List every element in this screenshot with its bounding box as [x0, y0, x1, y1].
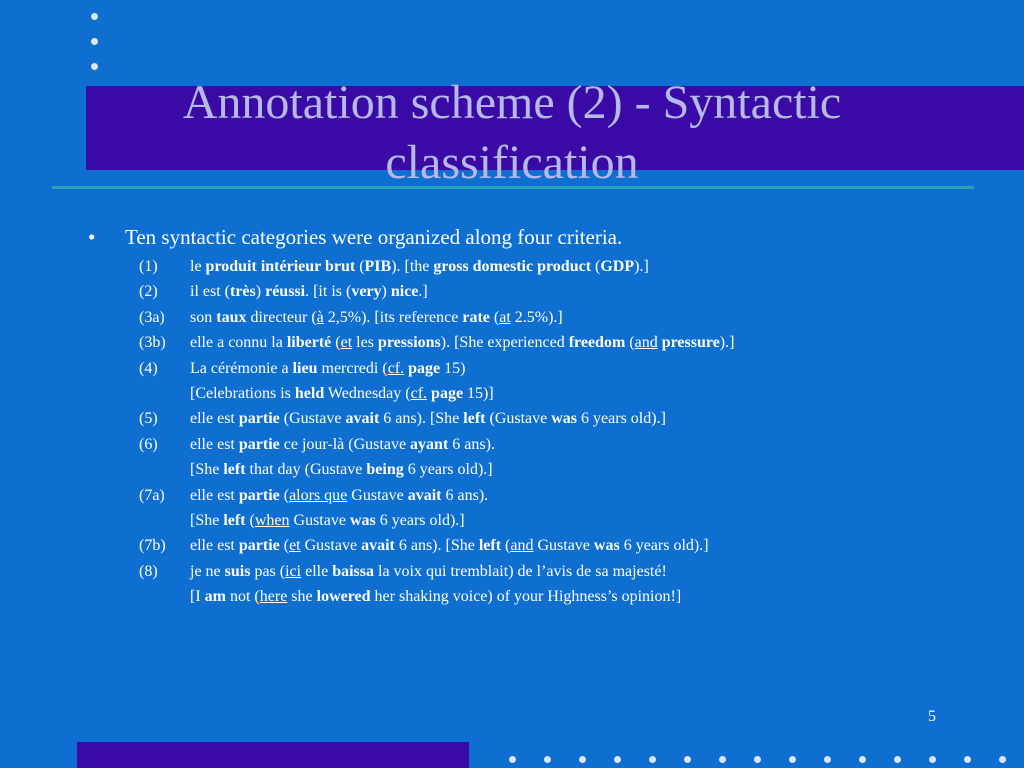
text-fragment: ( [279, 537, 290, 555]
text-fragment: 6 ans). [441, 486, 489, 504]
underlined-term: when [254, 511, 290, 529]
bold-term: being [366, 461, 404, 479]
example-row [139, 254, 734, 279]
bold-term: nice [390, 283, 419, 301]
bold-term: avait [361, 537, 395, 555]
text-fragment: ). [She experienced [440, 334, 569, 352]
bottom-band [77, 742, 469, 768]
bold-term: très [230, 283, 256, 301]
text-fragment: (Gustave [279, 410, 346, 428]
underlined-term: à [316, 308, 324, 326]
bold-term: was [551, 410, 578, 428]
text-fragment: Gustave [533, 537, 594, 555]
example-text [190, 457, 493, 482]
underlined-term: at [499, 308, 511, 326]
bold-term: am [204, 588, 226, 606]
decor-dot [614, 756, 621, 763]
decor-dot [579, 756, 586, 763]
bold-term: very [351, 283, 382, 301]
text-fragment: ( [591, 258, 601, 275]
example-text [190, 559, 667, 584]
bold-term: produit intérieur brut [205, 258, 356, 275]
decor-dot [894, 756, 901, 763]
bold-term: was [593, 537, 620, 555]
decor-dot [859, 756, 866, 763]
text-fragment: je ne [190, 562, 225, 580]
example-text [190, 381, 494, 406]
bold-term: pressions [377, 334, 441, 352]
example-row [139, 279, 734, 304]
bold-term: left [223, 461, 246, 479]
decor-dot [91, 13, 98, 20]
example-number: (7a) [139, 486, 165, 504]
text-fragment: [She [190, 511, 224, 529]
text-fragment: not ( [225, 588, 260, 606]
example-text [190, 533, 709, 558]
text-fragment: ( [355, 258, 365, 275]
decor-dot [789, 756, 796, 763]
underlined-term: and [510, 537, 534, 555]
bold-term: pressure [661, 334, 720, 352]
slide-title-line-1: Annotation scheme (2) - Syntactic [182, 76, 842, 129]
example-row [139, 559, 734, 584]
bold-term: réussi [265, 283, 306, 301]
decor-dot [929, 756, 936, 763]
text-fragment: ). [the [391, 258, 434, 275]
text-fragment: [She [190, 461, 224, 479]
text-fragment: ( [625, 334, 635, 352]
decor-dot [544, 756, 551, 763]
example-number: (4) [139, 359, 158, 377]
text-fragment: elle est [190, 537, 239, 555]
underlined-term: ici [285, 562, 302, 580]
text-fragment: pas ( [250, 562, 286, 580]
bold-term: suis [224, 562, 251, 580]
decor-dot [91, 63, 98, 70]
decor-dot [754, 756, 761, 763]
text-fragment: 6 years old).] [577, 410, 666, 428]
text-fragment: elle est [190, 435, 239, 453]
bold-term: left [223, 511, 246, 529]
example-text [190, 279, 428, 304]
example-number: (7b) [139, 537, 166, 555]
decor-dot [684, 756, 691, 763]
example-text [190, 584, 681, 609]
bold-term: freedom [568, 334, 626, 352]
bold-term: held [294, 384, 325, 402]
example-text [190, 406, 666, 431]
example-row [139, 457, 734, 482]
underlined-term: alors que [289, 486, 348, 504]
decor-dot [719, 756, 726, 763]
text-fragment: 6 ans). [She [394, 537, 479, 555]
bold-term: lieu [292, 359, 318, 377]
example-number: (6) [139, 435, 158, 453]
text-fragment: La cérémonie a [190, 359, 293, 377]
text-fragment: ( [501, 537, 511, 555]
text-fragment: that day (Gustave [245, 461, 367, 479]
example-number: (2) [139, 283, 158, 301]
bullet-text: Ten syntactic categories were organized along four criteria. [125, 225, 623, 249]
text-fragment: [I [190, 588, 205, 606]
bold-term: partie [238, 410, 280, 428]
bold-term: partie [238, 486, 280, 504]
example-row [139, 305, 734, 330]
bullet-glyph: • [88, 225, 96, 249]
text-fragment: ( [331, 334, 341, 352]
bold-term: liberté [286, 334, 332, 352]
text-fragment: 15)] [463, 384, 494, 402]
underlined-term: here [259, 588, 288, 606]
bold-term: page [431, 384, 464, 402]
example-row [139, 483, 734, 508]
example-text [190, 330, 734, 355]
underlined-term: cf. [387, 359, 405, 377]
text-fragment: ) [255, 283, 266, 301]
example-row [139, 533, 734, 558]
underlined-term: et [289, 537, 301, 555]
example-text [190, 305, 563, 330]
example-list [139, 254, 734, 609]
text-fragment: 15) [440, 359, 466, 377]
text-fragment: 6 ans). [She [379, 410, 464, 428]
text-fragment: Wednesday ( [324, 384, 411, 402]
example-row [139, 330, 734, 355]
bold-term: rate [462, 308, 490, 326]
bullet-intro [88, 225, 622, 250]
example-text [190, 508, 465, 533]
bold-term: page [408, 359, 441, 377]
text-fragment: Gustave [300, 537, 362, 555]
text-fragment: ) [381, 283, 391, 301]
example-row [139, 432, 734, 457]
bold-term: baissa [332, 562, 374, 580]
example-number: (1) [139, 258, 158, 275]
slide-title-line-2: classification [385, 136, 639, 189]
text-fragment: ce jour-là (Gustave [279, 435, 411, 453]
bold-term: GDP [600, 258, 635, 275]
bold-term: was [349, 511, 376, 529]
decor-dot [509, 756, 516, 763]
text-fragment: son [190, 308, 217, 326]
text-fragment: 2,5%). [its reference [323, 308, 463, 326]
bold-term: avait [407, 486, 442, 504]
example-number: (3b) [139, 334, 166, 352]
text-fragment: ( [489, 308, 500, 326]
text-fragment: mercredi ( [317, 359, 388, 377]
example-text [190, 356, 465, 381]
bold-term: partie [238, 537, 280, 555]
example-number: (5) [139, 410, 158, 428]
text-fragment: ( [245, 511, 255, 529]
bold-term: left [478, 537, 502, 555]
bold-term: lowered [316, 588, 371, 606]
slide-number: 5 [928, 708, 936, 725]
text-fragment: her shaking voice) of your Highness’s opinion!] [370, 588, 682, 606]
example-row [139, 584, 734, 609]
text-fragment: [Celebrations is [190, 384, 295, 402]
bold-term: left [463, 410, 486, 428]
text-fragment: ( [279, 486, 290, 504]
slide-title [0, 73, 1024, 193]
bold-term: gross domestic product [433, 258, 592, 275]
text-fragment: she [287, 588, 317, 606]
example-number: (8) [139, 562, 158, 580]
text-fragment: Gustave [289, 511, 350, 529]
text-fragment: elle est [190, 410, 239, 428]
text-fragment: le [190, 258, 206, 275]
example-number: (3a) [139, 308, 165, 326]
bold-term: taux [216, 308, 247, 326]
text-fragment: elle est [190, 486, 239, 504]
decor-dot [824, 756, 831, 763]
example-text [190, 254, 649, 279]
text-fragment: la voix qui tremblait) de l’avis de sa majesté! [374, 562, 667, 580]
decor-dot [999, 756, 1006, 763]
text-fragment: directeur ( [246, 308, 317, 326]
text-fragment: (Gustave [485, 410, 552, 428]
example-row [139, 356, 734, 381]
text-fragment: Gustave [347, 486, 408, 504]
text-fragment: .] [418, 283, 428, 301]
text-fragment: . [it is ( [305, 283, 352, 301]
text-fragment: 2.5%).] [510, 308, 563, 326]
decor-dot [649, 756, 656, 763]
underlined-term: and [634, 334, 658, 352]
underlined-term: et [340, 334, 353, 352]
text-fragment: ).] [719, 334, 735, 352]
example-text [190, 483, 488, 508]
text-fragment: 6 years old).] [403, 461, 493, 479]
underlined-term: cf. [410, 384, 428, 402]
text-fragment: les [352, 334, 378, 352]
bold-term: avait [345, 410, 380, 428]
text-fragment: 6 years old).] [375, 511, 465, 529]
bold-term: ayant [410, 435, 449, 453]
text-fragment: elle [301, 562, 333, 580]
decor-dot [964, 756, 971, 763]
bold-term: PIB [364, 258, 392, 275]
example-text [190, 432, 495, 457]
example-row [139, 406, 734, 431]
example-row [139, 508, 734, 533]
text-fragment: elle a connu la [190, 334, 287, 352]
text-fragment: ).] [634, 258, 649, 275]
text-fragment: 6 years old).] [619, 537, 709, 555]
bold-term: partie [238, 435, 280, 453]
text-fragment: il est ( [190, 283, 230, 301]
example-row [139, 381, 734, 406]
decor-dot [91, 38, 98, 45]
text-fragment: 6 ans). [448, 435, 495, 453]
